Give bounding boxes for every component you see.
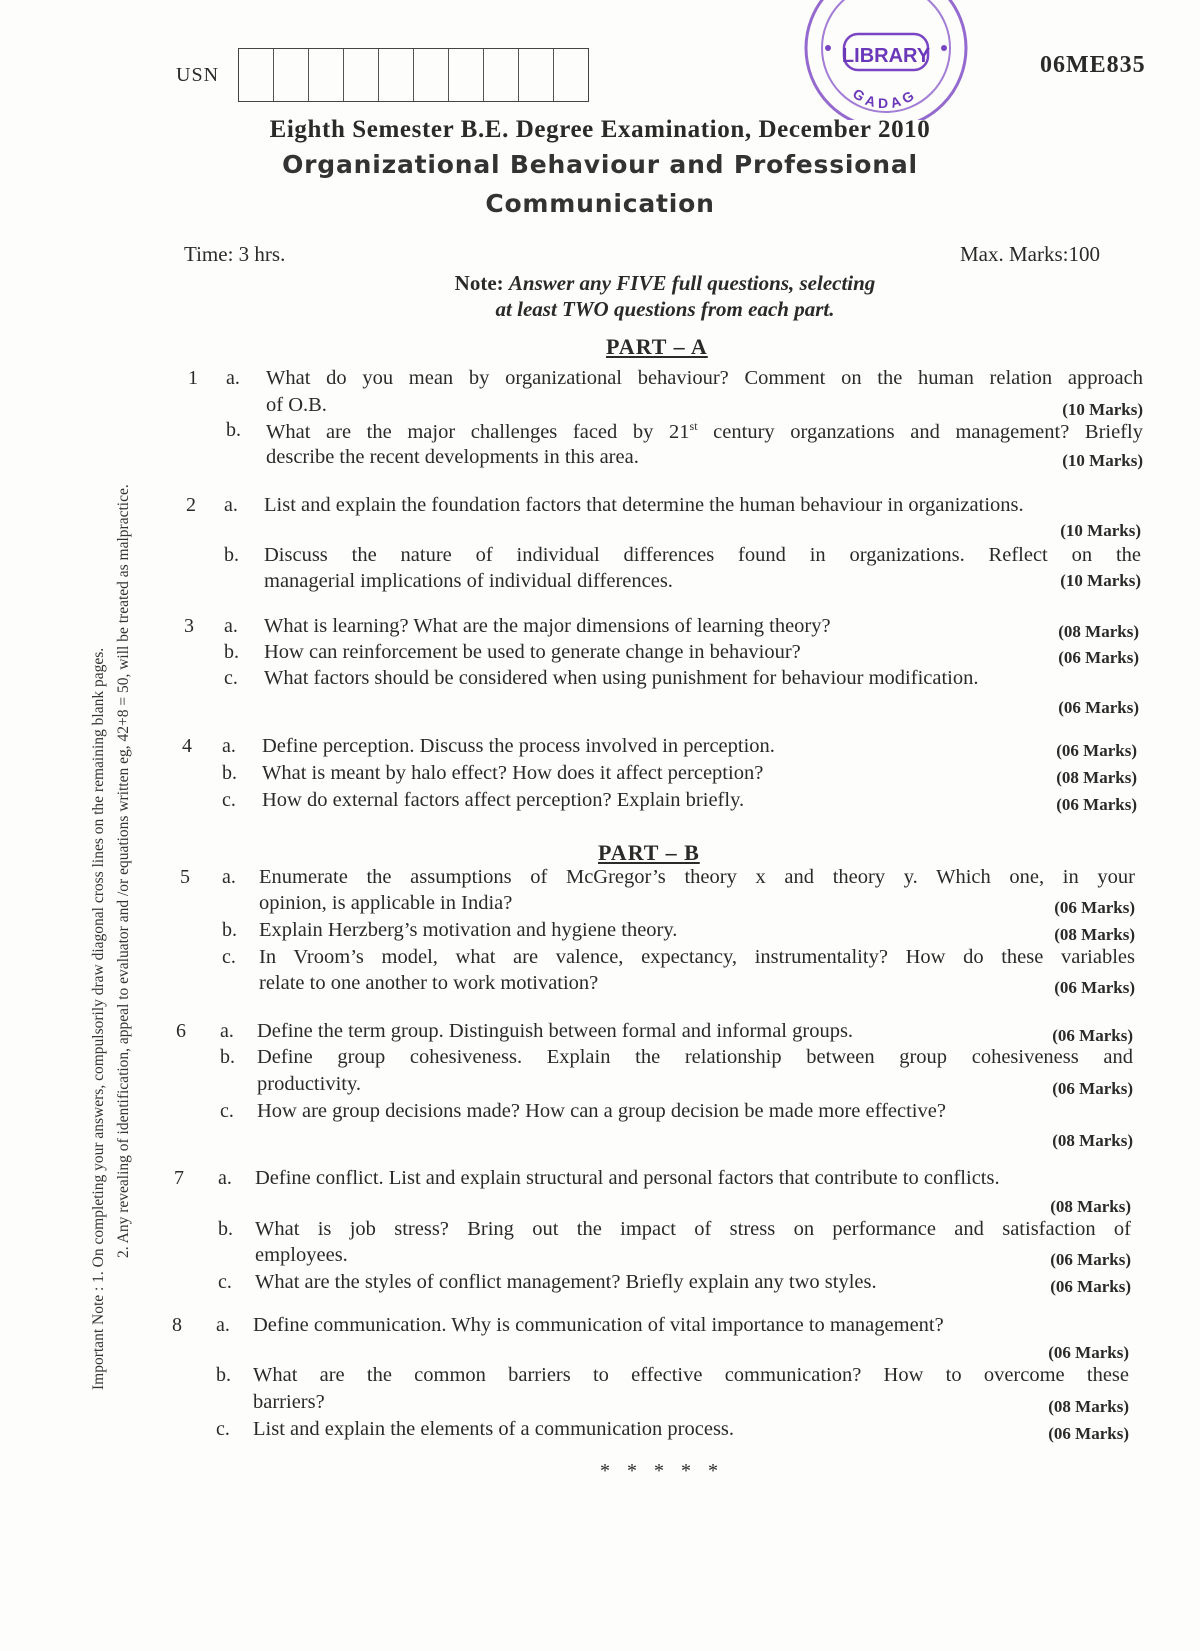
usn-box — [484, 49, 519, 101]
question-text: What are the common barriers to effective communication? How to overcome these — [253, 1364, 1129, 1386]
question-text: List and explain the foundation factors that determine the human behaviour in organizations. — [264, 494, 1024, 516]
sub-question-label: b. — [216, 1364, 231, 1386]
sub-question-label: a. — [226, 367, 240, 389]
question-text: relate to one another to work motivation? — [259, 972, 599, 994]
sub-question-label: c. — [216, 1418, 230, 1440]
question-text: employees. — [255, 1244, 348, 1266]
marks-label: (06 Marks) — [1056, 741, 1137, 760]
question-text: Define the term group. Distinguish between formal and informal groups. — [257, 1020, 854, 1042]
marks-label: (06 Marks) — [1056, 795, 1137, 814]
question-text: productivity. — [257, 1073, 362, 1095]
instruction-note — [0, 271, 1200, 296]
usn-box — [344, 49, 379, 101]
time-allowed: Time: 3 hrs. — [184, 242, 286, 266]
sub-question-label: c. — [218, 1271, 232, 1293]
svg-text:LIBRARY: LIBRARY — [841, 45, 931, 67]
marks-label: (06 Marks) — [1048, 1343, 1129, 1362]
sub-question-label: c. — [220, 1100, 234, 1122]
max-marks: Max. Marks:100 — [960, 242, 1100, 266]
usn-box — [449, 49, 484, 101]
question-text: What are the major challenges faced by 21st century organzations and management? Briefly — [266, 419, 1143, 443]
sub-question-label: a. — [220, 1020, 234, 1042]
usn-box — [309, 49, 344, 101]
sub-question-label: a. — [224, 494, 238, 516]
usn-label: USN — [176, 64, 220, 86]
sub-question-label: c. — [224, 667, 238, 689]
note-label: Note: — [454, 271, 504, 295]
marks-label: (10 Marks) — [1060, 571, 1141, 590]
sub-question-label: b. — [222, 762, 237, 784]
question-text: List and explain the elements of a communication process. — [253, 1418, 735, 1440]
sub-question-label: a. — [224, 615, 238, 637]
question-text: How do external factors affect perception? Explain briefly. — [262, 789, 745, 811]
question-text: Explain Herzberg’s motivation and hygiene theory. — [259, 919, 678, 941]
sub-question-label: b. — [224, 544, 239, 566]
question-number: 6 — [176, 1020, 186, 1042]
question-text: How are group decisions made? How can a group decision be made more effective? — [257, 1100, 946, 1122]
sub-question-label: b. — [226, 419, 241, 441]
question-text: What is meant by halo effect? How does it affect perception? — [262, 762, 764, 784]
marks-label: (08 Marks) — [1052, 1131, 1133, 1150]
usn-boxes — [238, 48, 589, 102]
usn-box — [554, 49, 588, 101]
instruction-note-line2 — [0, 297, 1200, 322]
end-of-paper: * * * * * — [600, 1460, 724, 1482]
sub-question-label: a. — [216, 1314, 230, 1336]
marks-label: (06 Marks) — [1058, 648, 1139, 667]
marks-label: (08 Marks) — [1048, 1397, 1129, 1416]
sub-question-label: b. — [220, 1046, 235, 1068]
usn-box — [274, 49, 309, 101]
marks-label: (08 Marks) — [1050, 1197, 1131, 1216]
marks-label: (10 Marks) — [1060, 521, 1141, 540]
sub-question-label: b. — [224, 641, 239, 663]
question-text: Define communication. Why is communication of vital importance to management? — [253, 1314, 944, 1336]
question-text: What are the styles of conflict management? Briefly explain any two styles. — [255, 1271, 877, 1293]
side-note-1: Important Note : 1. On completing your answers, compulsorily draw diagonal cross lines on the remaining blank pages. — [90, 647, 107, 1390]
question-text: Enumerate the assumptions of McGregor’s theory x and theory y. Which one, in your — [259, 866, 1135, 888]
question-text: Define conflict. List and explain structural and personal factors that contribute to conflicts. — [255, 1167, 1000, 1189]
sub-question-label: c. — [222, 946, 236, 968]
sub-question-label: a. — [222, 735, 236, 757]
question-number: 7 — [174, 1167, 184, 1189]
question-text: opinion, is applicable in India? — [259, 892, 513, 914]
side-note-2: 2. Any revealing of identification, appeal to evaluator and /or equations written eg, 42+8 = 50, will be treated as malpractice. — [115, 484, 132, 1258]
marks-label: (06 Marks) — [1050, 1250, 1131, 1269]
question-text: What is learning? What are the major dimensions of learning theory? — [264, 615, 831, 637]
subject-title-line2: Communication — [485, 189, 715, 218]
marks-label: (06 Marks) — [1054, 898, 1135, 917]
sub-question-label: b. — [222, 919, 237, 941]
sub-question-label: b. — [218, 1218, 233, 1240]
part-b-heading: PART – B — [598, 840, 700, 865]
question-text: Define group cohesiveness. Explain the relationship between group cohesiveness and — [257, 1046, 1133, 1068]
question-text: managerial implications of individual differences. — [264, 570, 673, 592]
library-stamp — [800, 0, 972, 120]
question-number: 1 — [188, 367, 198, 389]
question-text: What factors should be considered when using punishment for behaviour modification. — [264, 667, 979, 689]
sub-question-label: c. — [222, 789, 236, 811]
usn-box — [519, 49, 554, 101]
question-text: barriers? — [253, 1391, 325, 1413]
sub-question-label: a. — [218, 1167, 232, 1189]
question-text: Discuss the nature of individual differences found in organizations. Reflect on the — [264, 544, 1141, 566]
sub-question-label: a. — [222, 866, 236, 888]
usn-box — [379, 49, 414, 101]
question-number: 3 — [184, 615, 194, 637]
part-a-heading: PART – A — [606, 334, 708, 359]
marks-label: (08 Marks) — [1058, 622, 1139, 641]
marks-label: (10 Marks) — [1062, 451, 1143, 470]
question-text: describe the recent developments in this area. — [266, 446, 639, 468]
question-number: 8 — [172, 1314, 182, 1336]
note-line1: Answer any FIVE full questions, selecting — [508, 271, 876, 295]
marks-label: (06 Marks) — [1054, 978, 1135, 997]
usn-box — [414, 49, 449, 101]
question-number: 4 — [182, 735, 192, 757]
question-text: What do you mean by organizational behaviour? Comment on the human relation approach — [266, 367, 1143, 389]
svg-text:GADAG: GADAG — [849, 85, 921, 112]
exam-title: Eighth Semester B.E. Degree Examination, December 2010 — [269, 116, 931, 143]
marks-label: (08 Marks) — [1056, 768, 1137, 787]
marks-label: (06 Marks) — [1052, 1079, 1133, 1098]
subject-title-line1: Organizational Behaviour and Professional — [282, 150, 918, 179]
question-number: 5 — [180, 866, 190, 888]
marks-label: (06 Marks) — [1050, 1277, 1131, 1296]
usn-box — [239, 49, 274, 101]
marks-label: (10 Marks) — [1062, 400, 1143, 419]
marks-label: (06 Marks) — [1048, 1424, 1129, 1443]
marks-label: (06 Marks) — [1052, 1026, 1133, 1045]
question-number: 2 — [186, 494, 196, 516]
question-text: What is job stress? Bring out the impact of stress on performance and satisfaction of — [255, 1218, 1131, 1240]
question-text: Define perception. Discuss the process involved in perception. — [262, 735, 775, 757]
course-code: 06ME835 — [1040, 52, 1146, 78]
question-text: In Vroom’s model, what are valence, expectancy, instrumentality? How do these variables — [259, 946, 1135, 968]
marks-label: (06 Marks) — [1058, 698, 1139, 717]
marks-label: (08 Marks) — [1054, 925, 1135, 944]
note-line2: at least TWO questions from each part. — [495, 297, 835, 321]
question-text: How can reinforcement be used to generate change in behaviour? — [264, 641, 801, 663]
question-text: of O.B. — [266, 394, 327, 416]
